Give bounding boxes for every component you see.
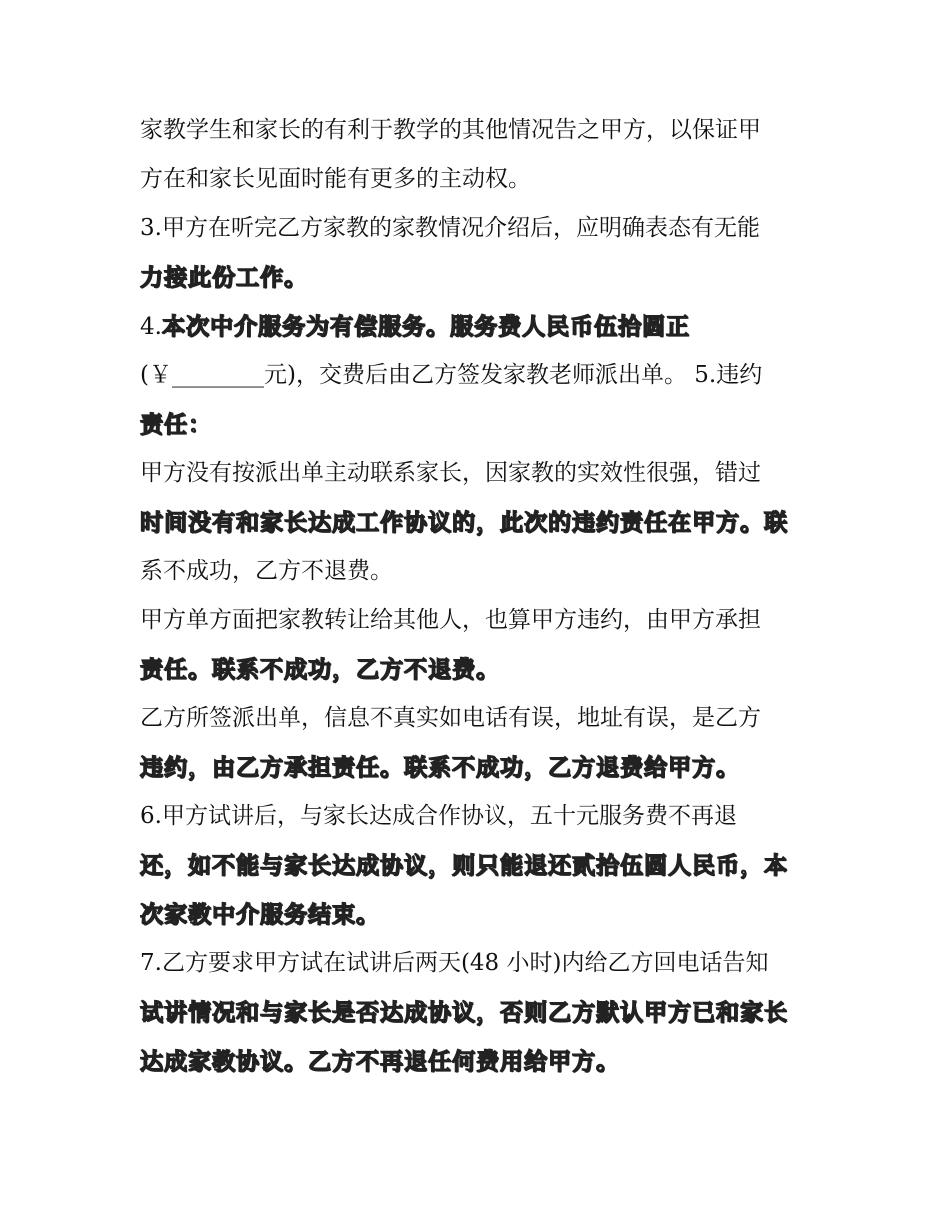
paragraph-line: 试讲情况和与家长是否达成协议，否则乙方默认甲方已和家长 — [140, 999, 788, 1026]
paragraph-line: 时间没有和家长达成工作协议的，此次的违约责任在甲方。联 — [140, 509, 788, 536]
document-body — [140, 106, 820, 1086]
clause-5-heading: 责任： — [140, 411, 212, 438]
clause-4-line — [140, 302, 820, 351]
clause-3-line: 3.甲方在听完乙方家教的家教情况介绍后，应明确表态有无能 — [140, 215, 760, 241]
fee-line: (￥________元)，交费后由乙方签发家教老师派出单。 5.违约 — [140, 362, 763, 388]
paragraph-line: 责任。联系不成功，乙方不退费。 — [140, 656, 500, 683]
clause-4-number: 4. — [140, 314, 162, 340]
paragraph-line: 甲方单方面把家教转让给其他人，也算甲方违约，由甲方承担 — [140, 607, 761, 633]
clause-7-line: 7.乙方要求甲方试在试讲后两天(48 小时)内给乙方回电话告知 — [140, 950, 769, 976]
clause-6-line: 6.甲方试讲后，与家长达成合作协议，五十元服务费不再退 — [140, 803, 737, 829]
paragraph-line: 系不成功，乙方不退费。 — [140, 558, 393, 584]
clause-4-text: 本次中介服务为有偿服务。服务费人民币伍拾圆正 — [161, 313, 690, 340]
paragraph-line: 乙方所签派出单，信息不真实如电话有误，地址有误，是乙方 — [140, 705, 761, 731]
paragraph-line: 力接此份工作。 — [140, 264, 308, 291]
paragraph-line: 违约，由乙方承担责任。联系不成功，乙方退费给甲方。 — [140, 754, 740, 781]
paragraph-line: 次家教中介服务结束。 — [140, 901, 380, 928]
paragraph-line: 方在和家长见面时能有更多的主动权。 — [140, 166, 531, 192]
paragraph-line: 还，如不能与家长达成协议，则只能退还贰拾伍圆人民币，本 — [140, 852, 788, 879]
paragraph-line: 甲方没有按派出单主动联系家长，因家教的实效性很强，错过 — [140, 460, 761, 486]
paragraph-line: 家教学生和家长的有利于教学的其他情况告之甲方，以保证甲 — [140, 117, 761, 143]
paragraph-line: 达成家教协议。乙方不再退任何费用给甲方。 — [140, 1048, 620, 1075]
